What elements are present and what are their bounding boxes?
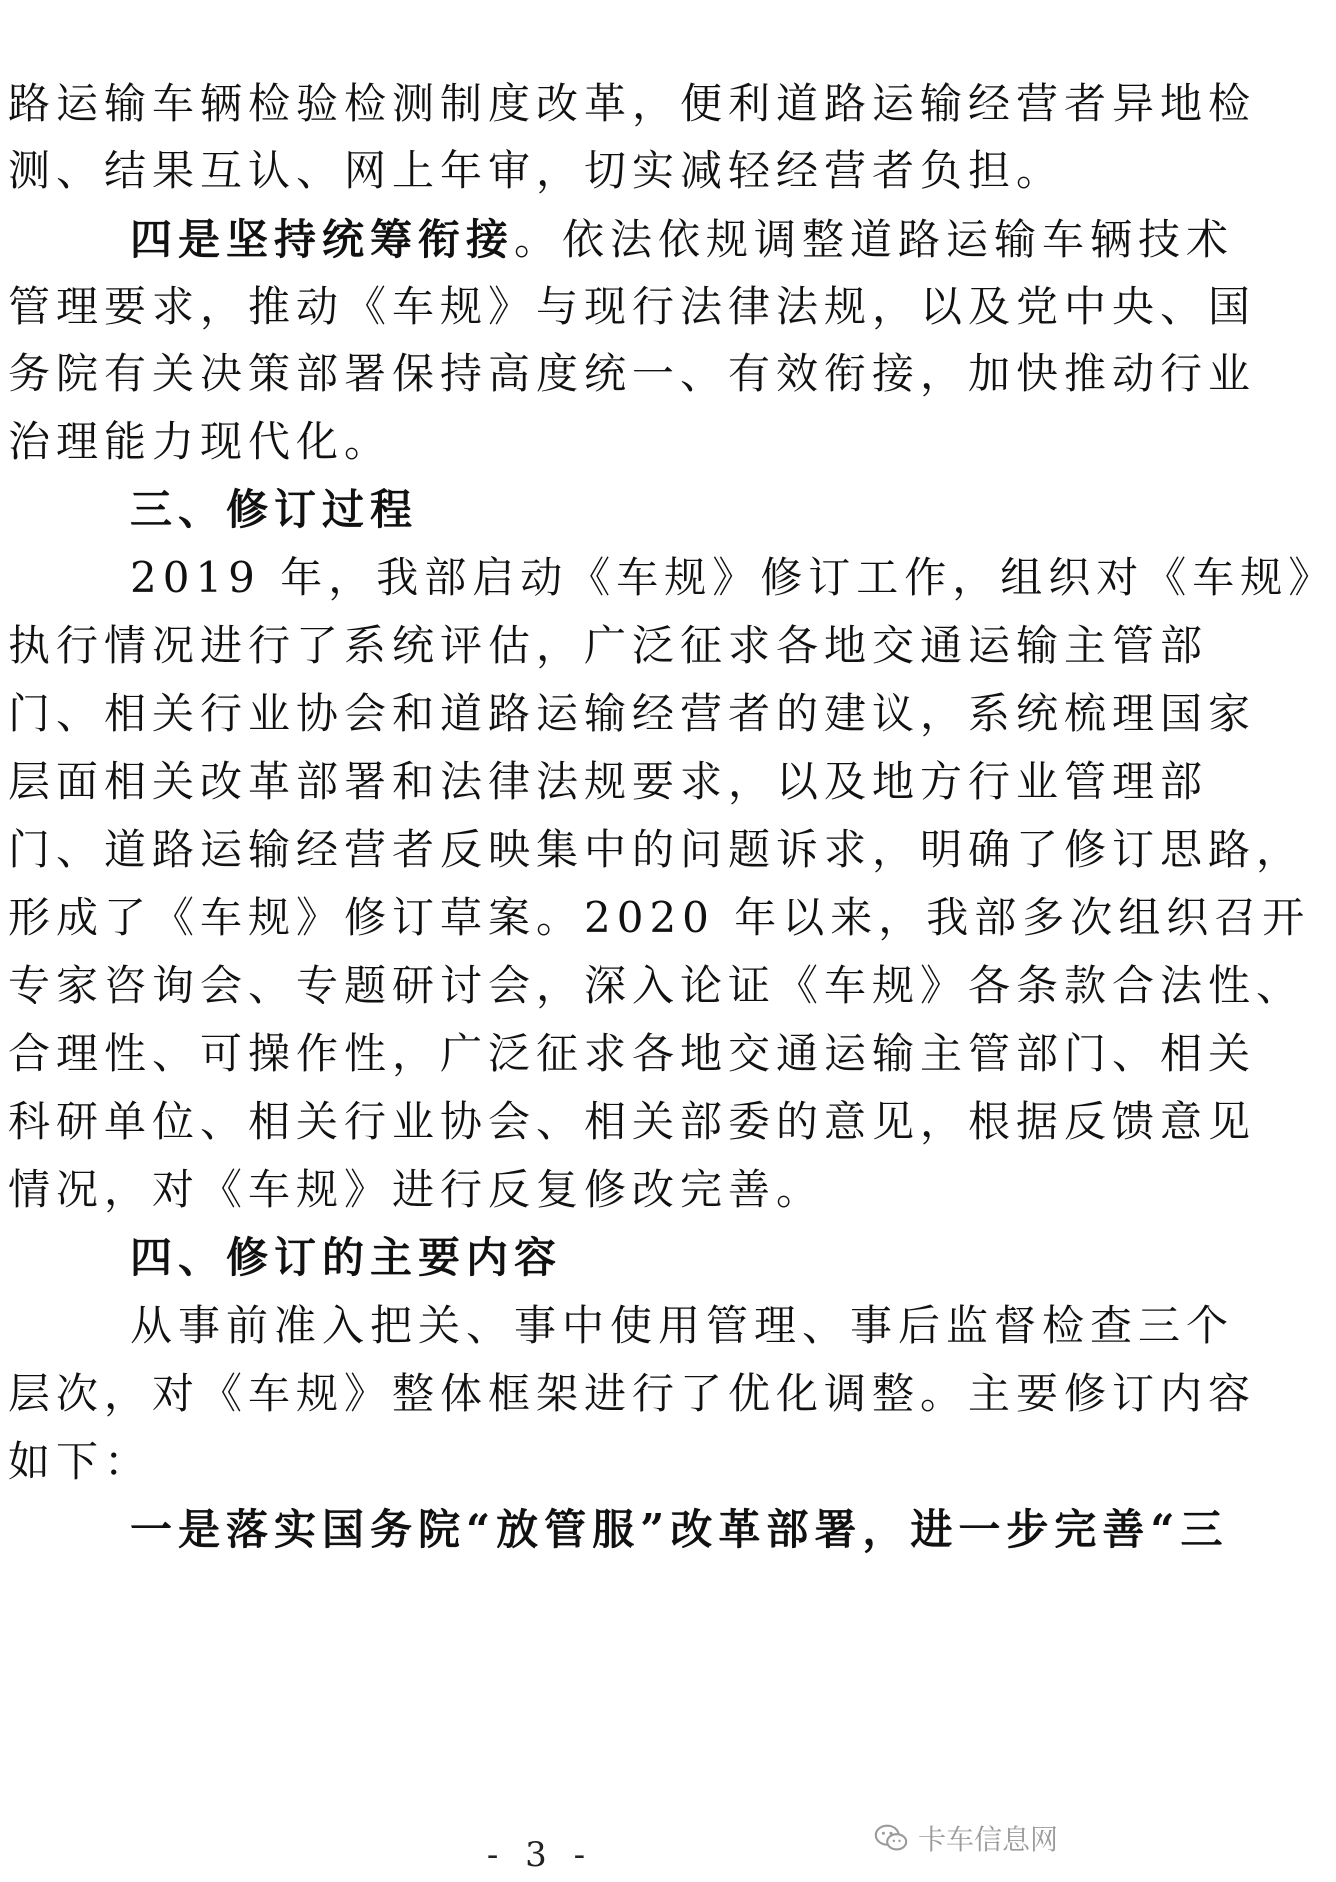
text-line: 管理要求，推动《车规》与现行法律法规，以及党中央、国 [8, 282, 1257, 331]
section-heading: 四、修订的主要内容 [130, 1233, 563, 1282]
text-line: 门、相关行业协会和道路运输经营者的建议，系统梳理国家 [8, 689, 1257, 738]
watermark-text: 卡车信息网 [917, 1823, 1058, 1856]
text-line: 合理性、可操作性，广泛征求各地交通运输主管部门、相关 [8, 1029, 1257, 1078]
page-number: - 3 - [486, 1835, 594, 1875]
text-line: 层次，对《车规》整体框架进行了优化调整。主要修订内容 [8, 1369, 1257, 1418]
bold-lead: 四是坚持统筹衔接 [130, 215, 515, 264]
paragraph-lead-line [0, 212, 1235, 268]
section-heading: 三、修订过程 [130, 485, 419, 534]
text-line: 执行情况进行了系统评估，广泛征求各地交通运输主管部 [8, 621, 1209, 670]
text-line: 2019 年，我部启动《车规》修订工作，组织对《车规》 [130, 553, 1336, 602]
text-line: 从事前准入把关、事中使用管理、事后监督检查三个 [130, 1301, 1235, 1350]
text-line: 务院有关决策部署保持高度统一、有效衔接，加快推动行业 [8, 349, 1257, 398]
text-line: 治理能力现代化。 [8, 417, 393, 466]
text-line: 情况，对《车规》进行反复修改完善。 [8, 1165, 825, 1214]
lead-rest: 。依法依规调整道路运输车辆技术 [514, 215, 1235, 264]
bold-paragraph-line: 一是落实国务院“放管服”改革部署，进一步完善“三 [130, 1505, 1229, 1554]
text-line: 专家咨询会、专题研讨会，深入论证《车规》各条款合法性、 [8, 961, 1305, 1010]
text-line: 层面相关改革部署和法律法规要求，以及地方行业管理部 [8, 757, 1209, 806]
text-line: 测、结果互认、网上年审，切实减轻经营者负担。 [8, 146, 1065, 195]
text-line: 形成了《车规》修订草案。2020 年以来，我部多次组织召开 [8, 893, 1311, 942]
text-line: 门、道路运输经营者反映集中的问题诉求，明确了修订思路， [8, 825, 1305, 874]
text-line: 科研单位、相关行业协会、相关部委的意见，根据反馈意见 [8, 1097, 1257, 1146]
text-line: 路运输车辆检验检测制度改革，便利道路运输经营者异地检 [8, 79, 1257, 128]
text-line: 如下： [8, 1437, 153, 1486]
